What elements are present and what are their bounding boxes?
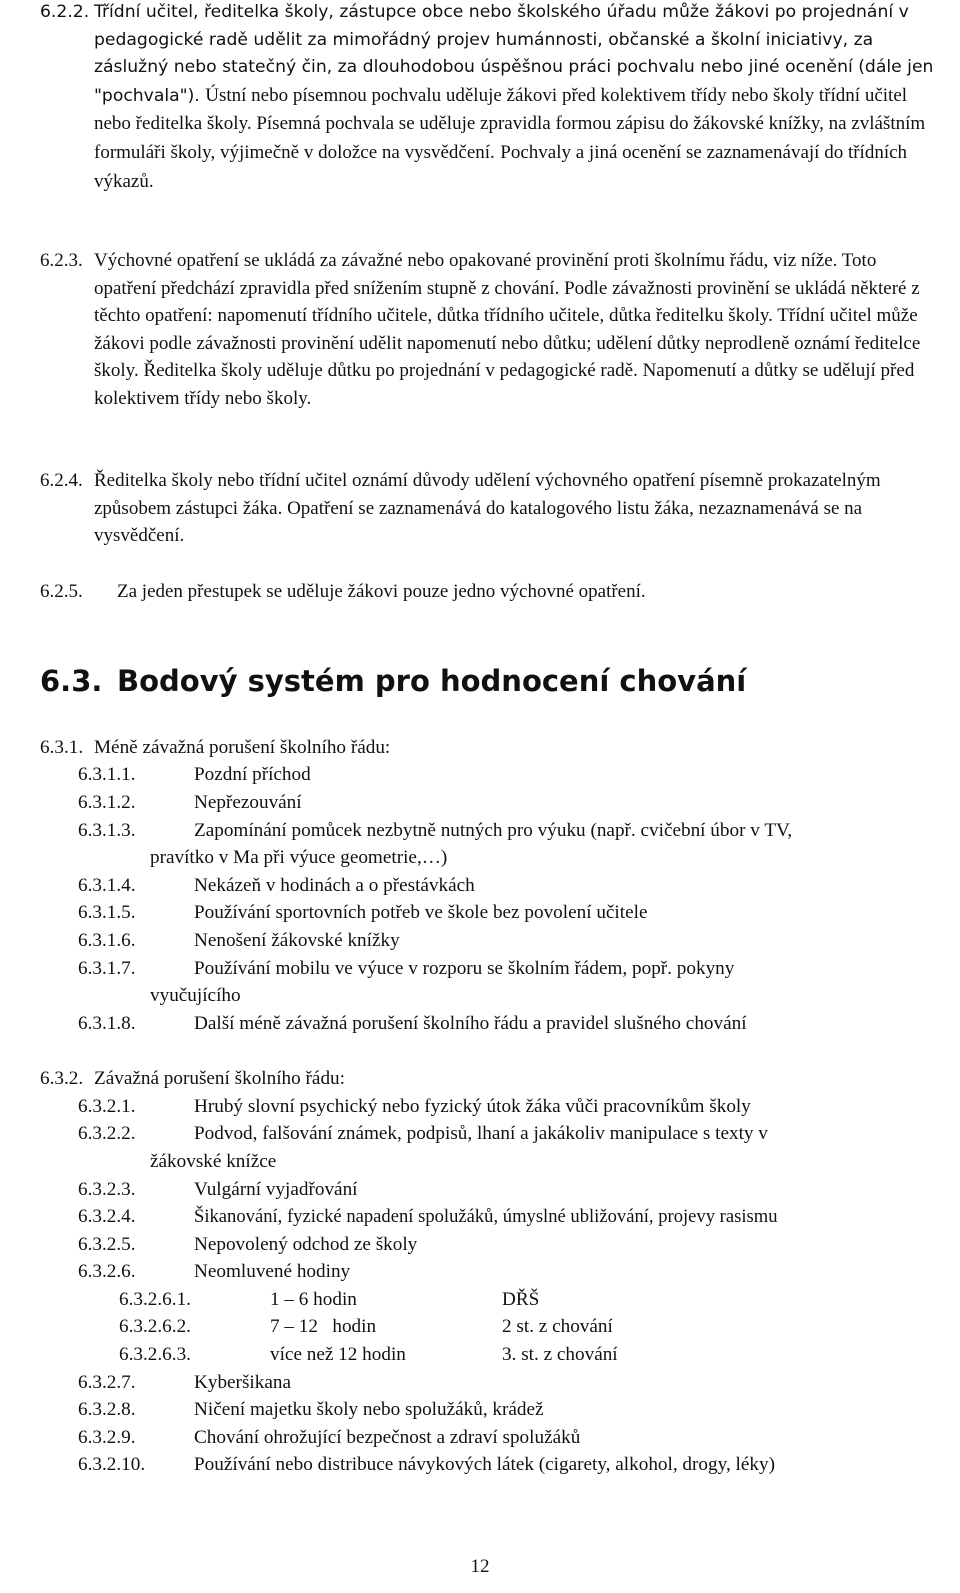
item-text-continuation: vyučujícího: [150, 985, 241, 1006]
item-number: 6.3.2.1.: [78, 1096, 136, 1117]
hours-result: 3. st. z chování: [502, 1344, 618, 1365]
item-text: Šikanování, fyzické napadení spolužáků, úmyslné ubližování, projevy rasismu: [194, 1206, 778, 1227]
item-number: 6.3.1.7.: [78, 958, 136, 979]
item-number: 6.3.1.3.: [78, 820, 136, 841]
item-text: Používání sportovních potřeb ve škole bez povolení učitele: [194, 902, 648, 923]
item-text: Nenošení žákovské knížky: [194, 930, 400, 951]
hours-result: 2 st. z chování: [502, 1316, 613, 1337]
subsection-number: 6.3.1.: [40, 737, 84, 758]
item-text: Kyberšikana: [194, 1372, 291, 1393]
item-number: 6.3.2.6.: [78, 1261, 136, 1282]
subsection-number: 6.3.2.: [40, 1068, 84, 1089]
hours-range: 7 – 12 hodin: [270, 1316, 377, 1337]
hours-range: více než 12 hodin: [270, 1344, 406, 1365]
section-text-part2: Ústní nebo písemnou pochvalu uděluje žákovi před kolektivem třídy nebo školy třídní učitel nebo ředitelka školy. Písemná pochvala se uděluje zpravidla formou zápisu do žákovské knížky, na zvláštním formuláři školy, výjimečně v doložce na vysvědčení.: [94, 84, 926, 163]
item-text: Nepřezouvání: [194, 792, 302, 813]
item-number: 6.3.2.9.: [78, 1427, 136, 1448]
section-number: 6.2.2.: [40, 2, 90, 22]
subsection-title: Méně závažná porušení školního řádu:: [94, 737, 391, 758]
section-text: Výchovné opatření se ukládá za závažné nebo opakované provinění proti školnímu řádu, viz níže. Toto opatření předchází zpravidla před snížením stupně z chování. Podle závažnosti provinění se ukládá některé z těchto opatření: napomenutí třídního učitele, důtka třídního učitele, důtka ředitelku školy. Třídní učitel může žákovi podle závažnosti provinění udělit napomenutí nebo důtku; udělení důtky neprodleně oznámí ředitelce školy. Ředitelka školy uděluje důtku po projednání v pedagogické radě. Napomenutí a důtky se udělují před kolektivem třídy nebo školy.: [94, 250, 921, 409]
item-number: 6.3.2.4.: [78, 1206, 136, 1227]
item-text: Pozdní příchod: [194, 764, 311, 785]
item-text: Neomluvené hodiny: [194, 1261, 351, 1282]
item-number: 6.3.2.3.: [78, 1179, 136, 1200]
item-text-continuation: pravítko v Ma při výuce geometrie,…): [150, 847, 448, 868]
item-text: Nekázeň v hodinách a o přestávkách: [194, 875, 475, 896]
hours-number: 6.3.2.6.2.: [119, 1316, 191, 1337]
section-text: Ředitelka školy nebo třídní učitel oznámí důvody udělení výchovného opatření písemně prokazatelným způsobem zástupci žáka. Opatření se zaznamenává do katalogového listu žáka, nezaznamenává se na vysvědčení.: [94, 470, 881, 547]
item-text: Ničení majetku školy nebo spolužáků, krádež: [194, 1399, 544, 1420]
item-number: 6.3.1.5.: [78, 902, 136, 923]
heading-number: 6.3.: [40, 664, 103, 698]
item-text: Používání nebo distribuce návykových látek (cigarety, alkohol, drogy, léky): [194, 1454, 775, 1475]
heading-title: Bodový systém pro hodnocení chování: [117, 664, 747, 698]
item-number: 6.3.1.1.: [78, 764, 136, 785]
item-number: 6.3.2.7.: [78, 1372, 136, 1393]
item-text-continuation: žákovské knížce: [150, 1151, 277, 1172]
page-number: 12: [470, 1556, 490, 1577]
item-number: 6.3.2.2.: [78, 1123, 136, 1144]
item-number: 6.3.1.4.: [78, 875, 136, 896]
section-number: 6.2.5.: [40, 581, 83, 602]
section-number: 6.2.4.: [40, 470, 83, 491]
item-text: Nepovolený odchod ze školy: [194, 1234, 418, 1255]
item-text: Zapomínání pomůcek nezbytně nutných pro výuku (např. cvičební úbor v TV,: [194, 820, 793, 841]
item-text: Hrubý slovní psychický nebo fyzický útok žáka vůči pracovníkům školy: [194, 1096, 751, 1117]
item-number: 6.3.1.8.: [78, 1013, 136, 1034]
item-text: Podvod, falšování známek, podpisů, lhaní a jakákoliv manipulace s texty v: [194, 1123, 768, 1144]
section-text: [94, 0, 940, 196]
item-text: Vulgární vyjadřování: [194, 1179, 358, 1200]
section-text: Za jeden přestupek se uděluje žákovi pouze jedno výchovné opatření.: [117, 581, 646, 602]
item-number: 6.3.1.6.: [78, 930, 136, 951]
hours-number: 6.3.2.6.3.: [119, 1344, 191, 1365]
item-text: Chování ohrožující bezpečnost a zdraví spolužáků: [194, 1427, 581, 1448]
section-heading: [40, 664, 747, 698]
item-text: Používání mobilu ve výuce v rozporu se školním řádem, popř. pokyny: [194, 958, 735, 979]
subsection-title: Závažná porušení školního řádu:: [94, 1068, 345, 1089]
item-number: 6.3.2.5.: [78, 1234, 136, 1255]
item-text: Další méně závažná porušení školního řádu a pravidel slušného chování: [194, 1013, 747, 1034]
section-text-part3: Pochvaly a jiná ocenění se zaznamenávají do třídních výkazů.: [94, 141, 908, 192]
item-number: 6.3.2.8.: [78, 1399, 136, 1420]
section-number: 6.2.3.: [40, 250, 83, 271]
hours-range: 1 – 6 hodin: [270, 1289, 357, 1310]
hours-result: DŘŠ: [502, 1289, 540, 1310]
hours-number: 6.3.2.6.1.: [119, 1289, 191, 1310]
item-number: 6.3.2.10.: [78, 1454, 146, 1475]
item-number: 6.3.1.2.: [78, 792, 136, 813]
section-text-part1: Třídní učitel, ředitelka školy, zástupce obce nebo školského úřadu může žákovi po projednání v pedagogické radě udělit za mimořádný projev humánnosti, občanské a školní iniciativy, za záslužný nebo statečný čin, za dlouhodobou úspěšnou práci pochvalu nebo jiné ocenění (dále jen "pochvala").: [94, 2, 934, 106]
